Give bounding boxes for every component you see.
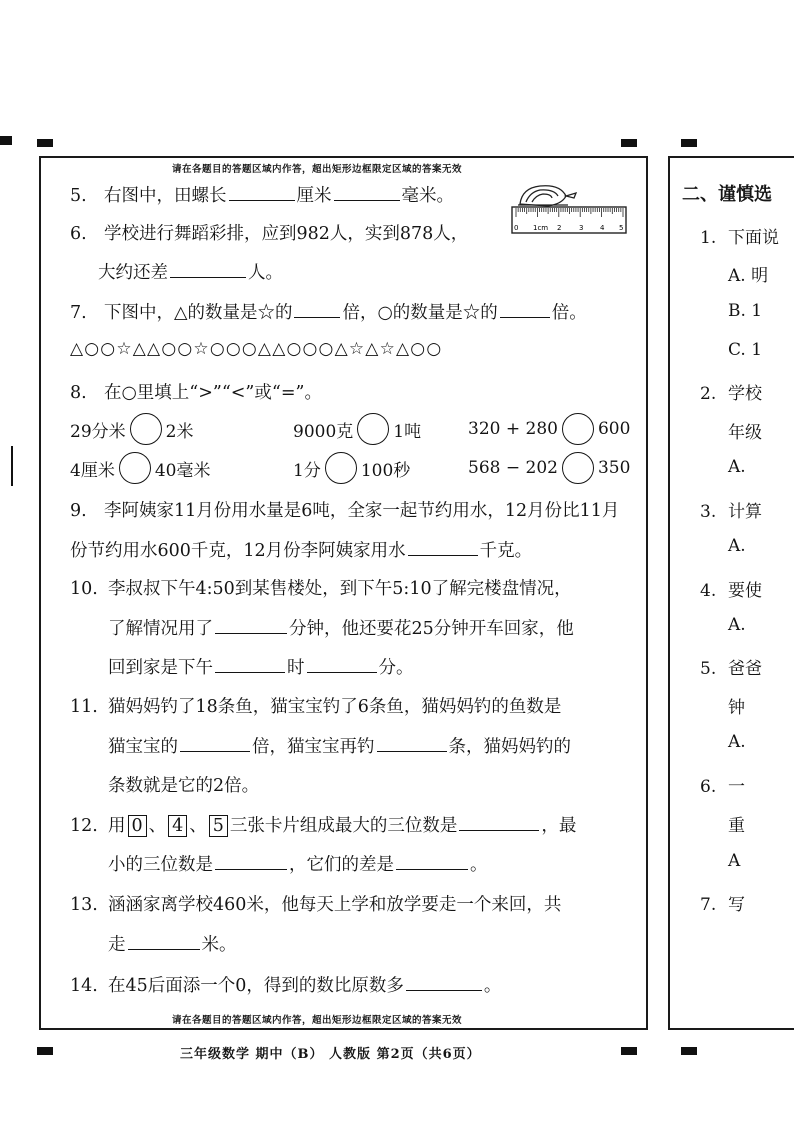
scan-line bbox=[11, 446, 13, 486]
right-column-item bbox=[700, 890, 745, 915]
compare-item: 29分米 2米 bbox=[70, 413, 193, 445]
question-6: 6. 学校进行舞蹈彩排，应到982人，实到878人， bbox=[70, 224, 469, 244]
question-10: 10. 李叔叔下午4:50到某售楼处，到下午5:10了解完楼盘情况， bbox=[70, 579, 572, 599]
registration-mark bbox=[621, 139, 637, 147]
compare-item: 568 − 202 350 bbox=[468, 452, 630, 484]
question-number: 7. bbox=[70, 303, 87, 323]
question-12-line2: 小的三位数是 ，它们的差是 。 bbox=[108, 855, 488, 875]
section-heading: 二、谨慎选 bbox=[682, 184, 772, 205]
question-number: 13. bbox=[70, 895, 98, 915]
right-column-text: 一 bbox=[728, 777, 745, 797]
notice-bottom: 请在各题目的答题区域内作答，超出矩形边框限定区域的答案无效 bbox=[172, 1015, 463, 1026]
answer-blank[interactable] bbox=[215, 853, 287, 870]
registration-mark bbox=[681, 139, 697, 147]
right-column-item bbox=[728, 732, 746, 752]
answer-blank[interactable] bbox=[406, 974, 482, 991]
registration-mark bbox=[621, 1047, 637, 1055]
right-column-item bbox=[728, 457, 746, 477]
question-13: 13. 涵涵家离学校460米，他每天上学和放学要走一个来回，共 bbox=[70, 895, 562, 915]
compare-item: 4厘米 40毫米 bbox=[70, 452, 210, 484]
question-7: 7. 下图中，△的数量是☆的 倍，○的数量是☆的 倍。 bbox=[70, 303, 587, 323]
answer-blank[interactable] bbox=[229, 184, 295, 201]
question-10-line2: 了解情况用了 分钟，他还要花25分钟开车回家，他 bbox=[108, 619, 574, 639]
ruler-label: 3 bbox=[579, 224, 584, 232]
number-card: 5 bbox=[209, 815, 228, 837]
question-number: 6. bbox=[70, 224, 87, 244]
compare-item: 1分 100秒 bbox=[293, 452, 410, 484]
right-column-text: 要使 bbox=[728, 581, 762, 601]
right-column-text: A. bbox=[728, 457, 746, 477]
question-number: 1. bbox=[700, 228, 717, 248]
question-6-line2: 大约还差 人。 bbox=[98, 263, 283, 283]
question-number: 12. bbox=[70, 816, 98, 836]
ruler-snail-figure bbox=[510, 178, 630, 238]
right-column-text: 下面说 bbox=[728, 228, 779, 248]
compare-circle[interactable] bbox=[130, 413, 162, 445]
right-column-text: 写 bbox=[728, 895, 745, 915]
question-5: 5. 右图中，田螺长 厘米 毫米。 bbox=[70, 186, 454, 206]
question-number: 14. bbox=[70, 976, 98, 996]
right-column-item bbox=[728, 693, 745, 718]
question-number: 10. bbox=[70, 579, 98, 599]
right-column-text: 计算 bbox=[728, 502, 762, 522]
compare-circle[interactable] bbox=[562, 413, 594, 445]
right-column-text: A. bbox=[728, 536, 746, 556]
right-column-text: A bbox=[728, 851, 741, 871]
answer-blank[interactable] bbox=[128, 933, 200, 950]
right-column-item bbox=[728, 301, 762, 321]
snail-icon bbox=[518, 186, 576, 206]
question-number: 11. bbox=[70, 697, 98, 717]
question-number: 4. bbox=[700, 581, 717, 601]
answer-blank[interactable] bbox=[459, 814, 539, 831]
notice-top: 请在各题目的答题区域内作答，超出矩形边框限定区域的答案无效 bbox=[172, 164, 463, 175]
right-column-text: A. bbox=[728, 615, 746, 635]
ruler-label: 5 bbox=[619, 224, 624, 232]
right-column-item bbox=[700, 223, 779, 248]
answer-blank[interactable] bbox=[500, 301, 550, 318]
registration-mark bbox=[37, 1047, 53, 1055]
right-column-item bbox=[728, 418, 762, 443]
right-column-item bbox=[728, 536, 746, 556]
right-column-item bbox=[728, 811, 745, 836]
ruler-label: 4 bbox=[600, 224, 605, 232]
right-column-item bbox=[700, 654, 762, 679]
right-column-item bbox=[728, 615, 746, 635]
right-column-item bbox=[728, 261, 768, 286]
compare-circle[interactable] bbox=[119, 452, 151, 484]
right-column-item bbox=[700, 772, 745, 797]
right-column-item bbox=[728, 340, 762, 360]
compare-item: 320 + 280 600 bbox=[468, 413, 630, 445]
shape-sequence: △○○☆△△○○☆○○○△△○○○△☆△☆△○○ bbox=[70, 339, 443, 359]
right-column-text: 年级 bbox=[728, 423, 762, 443]
compare-item: 9000克 1吨 bbox=[293, 413, 421, 445]
registration-mark bbox=[0, 136, 12, 145]
right-column-text: 钟 bbox=[728, 698, 745, 718]
question-number: 3. bbox=[700, 502, 717, 522]
right-column-text: B. 1 bbox=[728, 301, 763, 321]
question-number: 5. bbox=[70, 186, 87, 206]
question-9-line2: 份节约用水600千克，12月份李阿姨家用水 千克。 bbox=[70, 541, 533, 561]
ruler-label: 2 bbox=[557, 224, 562, 232]
question-number: 2. bbox=[700, 384, 717, 404]
compare-circle[interactable] bbox=[325, 452, 357, 484]
answer-blank[interactable] bbox=[396, 853, 468, 870]
right-column-text: A. bbox=[728, 732, 746, 752]
answer-blank[interactable] bbox=[180, 735, 250, 752]
ruler-ticks bbox=[516, 208, 623, 217]
answer-blank[interactable] bbox=[377, 735, 447, 752]
question-11-line3: 条数就是它的2倍。 bbox=[108, 776, 260, 796]
right-column-item bbox=[700, 379, 762, 404]
question-11-line2: 猫宝宝的 倍，猫宝宝再钓 条，猫妈妈钓的 bbox=[108, 737, 571, 757]
answer-blank[interactable] bbox=[215, 656, 285, 673]
question-14: 14. 在45后面添一个0，得到的数比原数多 。 bbox=[70, 976, 502, 996]
question-number: 7. bbox=[700, 895, 717, 915]
registration-mark bbox=[37, 139, 53, 147]
right-column bbox=[670, 158, 794, 1026]
ruler-label: 0 bbox=[514, 224, 519, 232]
number-card: 0 bbox=[128, 815, 147, 837]
question-number: 9. bbox=[70, 501, 87, 521]
number-card: 4 bbox=[168, 815, 187, 837]
question-12: 12. 用 0 、 4 、 5 三张卡片组成最大的三位数是 ，最 bbox=[70, 816, 577, 836]
right-column-text: 爸爸 bbox=[728, 659, 762, 679]
compare-circle[interactable] bbox=[357, 413, 389, 445]
question-11: 11. 猫妈妈钓了18条鱼，猫宝宝钓了6条鱼，猫妈妈钓的鱼数是 bbox=[70, 697, 562, 717]
answer-blank[interactable] bbox=[408, 539, 478, 556]
answer-blank[interactable] bbox=[294, 301, 340, 318]
question-13-line2: 走 米。 bbox=[108, 935, 237, 955]
right-column-item bbox=[700, 576, 762, 601]
question-number: 5. bbox=[700, 659, 717, 679]
right-column-item bbox=[700, 497, 762, 522]
question-8: 8. 在○里填上“>”“<”或“=”。 bbox=[70, 383, 322, 403]
answer-blank[interactable] bbox=[215, 617, 287, 634]
page-footer: 三年级数学 期中（B） 人教版 第2页（共6页） bbox=[180, 1047, 481, 1062]
right-column-text: 学校 bbox=[728, 384, 762, 404]
answer-blank[interactable] bbox=[170, 261, 246, 278]
compare-circle[interactable] bbox=[562, 452, 594, 484]
answer-blank[interactable] bbox=[307, 656, 377, 673]
question-number: 6. bbox=[700, 777, 717, 797]
ruler-label: 1cm bbox=[533, 224, 549, 232]
right-column-text: A. 明 bbox=[728, 266, 769, 286]
right-column-text: 重 bbox=[728, 816, 745, 836]
answer-blank[interactable] bbox=[334, 184, 400, 201]
question-number: 8. bbox=[70, 383, 87, 403]
right-column-item bbox=[728, 851, 740, 871]
registration-mark bbox=[681, 1047, 697, 1055]
question-10-line3: 回到家是下午 时 分。 bbox=[108, 658, 414, 678]
right-column-text: C. 1 bbox=[728, 340, 763, 360]
question-9: 9. 李阿姨家11月份用水量是6吨，全家一起节约用水，12月份比11月 bbox=[70, 501, 620, 521]
